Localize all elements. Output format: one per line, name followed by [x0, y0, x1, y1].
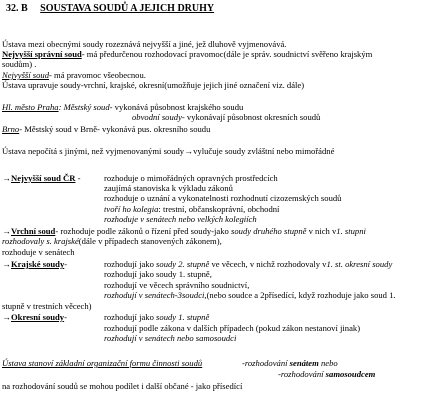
arrow-right-icon: →: [2, 226, 11, 236]
nss-name: Nejvyšší správní soud: [2, 49, 82, 59]
krajske-l2: rozhodují jako soudy 1. stupně,: [104, 269, 212, 279]
praha-rest: - vykonává působnost krajského soudu: [109, 102, 244, 112]
vrchni-line-2: [2, 236, 222, 246]
footer-l1-a: Ústava stanoví základní organizační formu činnosti soudů: [2, 358, 203, 368]
ns-text: - má pravomoc všeobecnou.: [49, 70, 146, 80]
praha-name: Hl. město Praha: [2, 102, 59, 112]
special-line: [2, 146, 334, 156]
footer-l1-nebo: nebo: [320, 358, 338, 368]
nscr-dash: -: [77, 173, 81, 183]
nscr-l3: rozhoduje o uznání a vykonatelnosti rozhodnutí cizozemských soudů: [104, 193, 342, 203]
krajske-heading: [2, 259, 67, 269]
krajske-l3: rozhodují ve věcech správního soudnictví,: [104, 280, 250, 290]
okresni-l1-italic: soudy 1. stupně: [156, 312, 210, 322]
krajske-l1-a: rozhodují jako: [104, 259, 154, 269]
nscr-l4: [104, 204, 279, 214]
nscr-l5: rozhoduje v senátech nebo velkých kolegiích: [104, 214, 257, 224]
krajske-name: Krajské soudy: [11, 259, 65, 269]
footer-line-3: na rozhodování soudů se mohou podílet i další občané - jako přísedící: [2, 381, 243, 391]
arrow-right-icon: →: [2, 312, 11, 322]
footer-l2-a: -rozhodování: [278, 369, 324, 379]
krajske-l1-italic: soudy 2. stupně: [156, 259, 210, 269]
krajske-l4: [104, 290, 396, 300]
nss-line-2: soudům) .: [2, 59, 37, 69]
krajske-l4-italic: rozhodují v senátech-3soudci,: [104, 290, 207, 300]
arrow-right-icon: →: [2, 173, 11, 183]
okresni-dash: -: [64, 312, 67, 322]
ns-name: Nejvyšší soud: [2, 70, 50, 80]
intro-line: Ústava mezi obecnými soudy rozeznává nejvyšší a jiné, jež dluhově vyjmenovává.: [2, 39, 287, 49]
okresni-l1-a: rozhodují jako: [104, 312, 154, 322]
nscr-l4-italic: tvoří ho kolegia: [104, 204, 159, 214]
arrow-right-icon: →: [184, 146, 193, 156]
vrchni-line-1: [2, 226, 366, 236]
vrchni-t2-rest: (dále v případech stanovených zákonem),: [78, 236, 222, 246]
krajske-l1-italic2: 1. st. okresní soudy: [326, 259, 393, 269]
nss-text: - má předurčenou rozhodovací pravomoc(dále je správ. soudnictví svěřeno krajským: [81, 49, 373, 59]
footer-line-1: [2, 358, 202, 368]
nss-line: [2, 49, 372, 59]
ns-line: [2, 70, 146, 80]
section-header: [6, 4, 214, 14]
vrchni-line-3: rozhoduje v senátech: [2, 247, 75, 257]
footer-line-2: [278, 369, 375, 379]
krajske-l5: stupně v trestních věcech): [2, 301, 92, 311]
praha-mestsky: : Městský soud: [58, 102, 110, 112]
obvodni-rest: - vykonávají působnost okresních soudů: [181, 112, 321, 122]
nscr-heading: [2, 173, 81, 183]
footer-l1-b: -rozhodování: [242, 358, 288, 368]
okresni-name: Okresní soudy: [11, 312, 65, 322]
nscr-l4-rest: : trestní, občanskoprávní, obchodní: [158, 204, 280, 214]
obvodni-line: [132, 112, 320, 122]
okresni-heading: [2, 312, 67, 322]
footer-l2-samosoudcem: samosoudcem: [325, 369, 376, 379]
vrchni-t1-italic2: 1. stupni: [336, 226, 366, 236]
footer-line-1b: [242, 358, 338, 368]
okresni-l1: [104, 312, 209, 322]
nscr-l1: rozhoduje o mimořádných opravných prostředcích: [104, 173, 278, 183]
system-line: Ústava upravuje soudy-vrchní, krajské, okresní(umožňuje jejich jiné označení viz. dále): [2, 80, 305, 90]
section-number: 32. B: [6, 3, 28, 14]
krajske-dash: -: [64, 259, 68, 269]
krajske-l4-rest: (nebo soudce a 2přísedící, když rozhoduje jako soud 1.: [206, 290, 396, 300]
okresni-l2: rozhodují podle zákona v dalších případech (pokud zákon nestanoví jinak): [104, 323, 361, 333]
vrchni-t1: - rozhoduje podle zákonů o řízení před soudy-jako: [55, 226, 229, 236]
nscr-l2: zaujímá stanoviska k výkladu zákonů: [104, 183, 233, 193]
brno-name: Brno: [2, 124, 20, 134]
special-text: Ústava nepočítá s jinými, než vyjmenovanými soudy: [2, 146, 185, 156]
special-rest: vylučuje soudy zvláštní nebo mimořádné: [193, 146, 335, 156]
vrchni-name: Vrchní soud: [11, 226, 56, 236]
brno-rest: - Městský soud v Brně- vykonává pus. okresního soudu: [19, 124, 211, 134]
arrow-right-icon: →: [2, 259, 11, 269]
nscr-name: Nejvyšší soud ČR: [11, 173, 76, 183]
okresni-l3: rozhodují v senátech nebo samosoudci: [104, 333, 237, 343]
praha-line: [2, 102, 243, 112]
vrchni-t2-italic: rozhodovaly s. krajské: [2, 236, 79, 246]
krajske-l1: [104, 259, 392, 269]
obvodni-name: obvodní soudy: [132, 112, 182, 122]
footer-l1-senatem: senátem: [289, 358, 319, 368]
krajske-l1-b: ve věcech, v nichž rozhodovaly v: [211, 259, 327, 269]
brno-line: [2, 124, 210, 134]
vrchni-t1-b: v nich v: [306, 226, 337, 236]
section-title: SOUSTAVA SOUDŮ A JEJICH DRUHY: [40, 3, 215, 14]
vrchni-t1-italic: soudy druhého stupně: [231, 226, 307, 236]
